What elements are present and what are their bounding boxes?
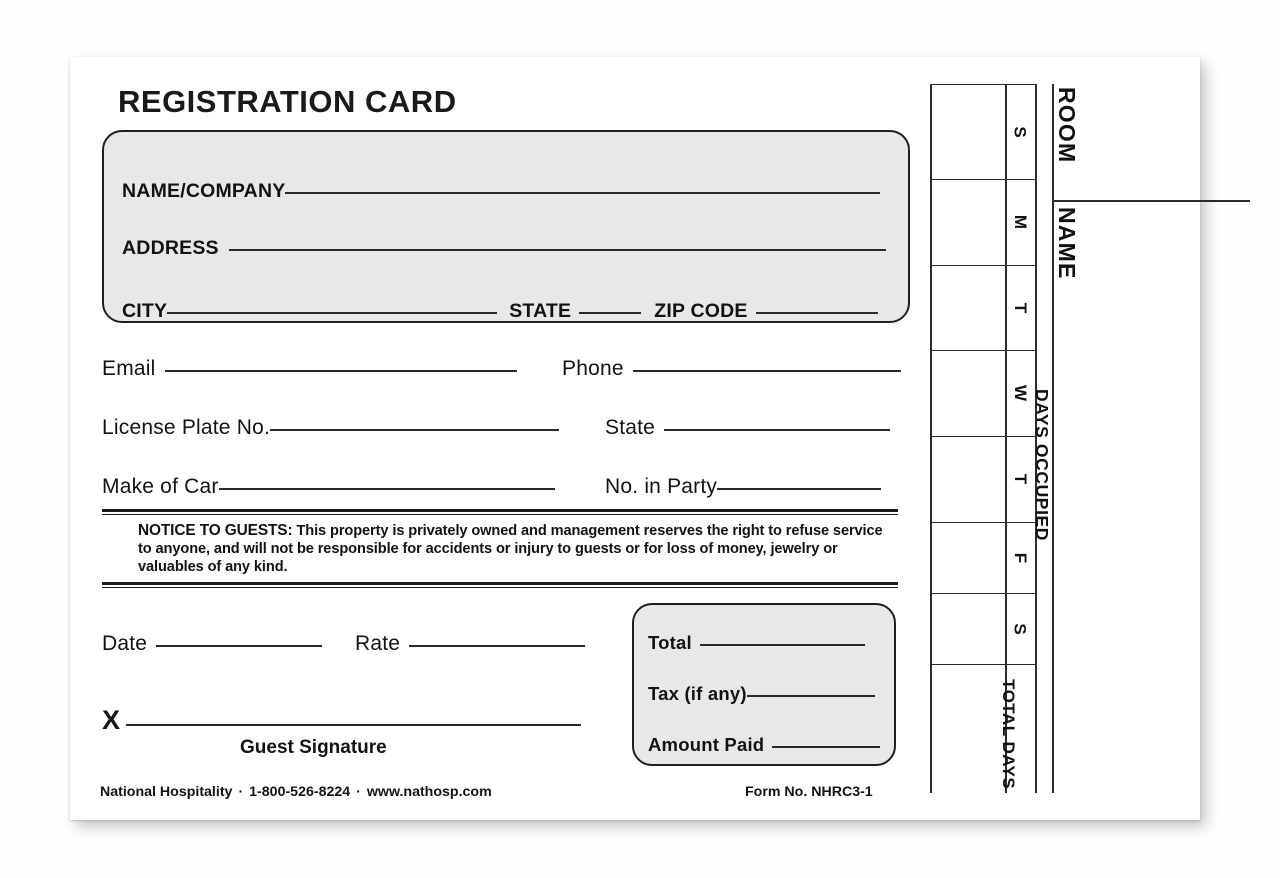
notice-top-divider <box>102 509 898 515</box>
license-plate-input-rule[interactable] <box>270 429 559 431</box>
day-letter: S <box>1011 125 1030 138</box>
phone-field[interactable] <box>562 357 901 381</box>
address-input-rule[interactable] <box>229 249 886 251</box>
total-days-label: TOTAL DAYS <box>999 679 1018 790</box>
stub-rule-left <box>930 84 932 793</box>
phone-label: Phone <box>562 357 624 380</box>
license-plate-label: License Plate No. <box>102 416 270 439</box>
stub-name-label: NAME <box>1054 207 1080 280</box>
vehicle-state-field[interactable] <box>605 416 890 440</box>
signature-x-mark: X <box>102 705 121 735</box>
day-letter: M <box>1010 214 1030 230</box>
day-cell-monday[interactable] <box>1005 179 1035 265</box>
address-label: ADDRESS <box>122 237 219 259</box>
amount-paid-input-rule[interactable] <box>772 746 880 748</box>
zip-code-label: ZIP CODE <box>654 300 748 322</box>
rate-field[interactable] <box>355 632 585 656</box>
notice-lead-label: NOTICE TO GUESTS: <box>138 522 293 539</box>
phone-input-rule[interactable] <box>633 370 901 372</box>
notice-to-guests-block <box>102 509 898 588</box>
total-label: Total <box>648 632 692 653</box>
day-cell-tuesday[interactable] <box>1005 265 1035 350</box>
footer-company-info <box>100 784 492 800</box>
guest-signature-caption: Guest Signature <box>240 737 387 758</box>
page-title: REGISTRATION CARD <box>118 84 457 119</box>
guest-info-panel <box>102 130 910 323</box>
room-name-divider-rule <box>1054 200 1250 202</box>
footer-website: www.nathosp.com <box>366 784 492 800</box>
form-number: Form No. NHRC3-1 <box>745 784 873 800</box>
vehicle-state-label: State <box>605 416 656 439</box>
name-company-label: NAME/COMPANY <box>122 180 286 202</box>
total-input-rule[interactable] <box>700 644 865 646</box>
payment-totals-panel <box>632 603 896 766</box>
footer-phone: 1-800-526-8224 <box>249 784 351 800</box>
day-cell-sunday[interactable] <box>1005 84 1035 179</box>
registration-card <box>70 57 1200 820</box>
state-input-rule[interactable] <box>579 312 641 314</box>
footer-company-name: National Hospitality <box>100 784 233 800</box>
days-occupied-stub <box>930 57 1200 820</box>
address-field[interactable] <box>122 237 886 260</box>
amount-paid-field[interactable] <box>648 734 880 756</box>
footer-separator-2: · <box>356 784 361 800</box>
notice-text <box>102 522 898 576</box>
tax-input-rule[interactable] <box>747 695 875 697</box>
state-label: STATE <box>509 300 572 322</box>
day-cell-saturday[interactable] <box>1005 593 1035 664</box>
room-label: ROOM <box>1054 87 1080 164</box>
date-input-rule[interactable] <box>156 645 322 647</box>
tax-label: Tax (if any) <box>648 683 747 704</box>
notice-body-text: This property is privately owned and management reserves the right to refuse service to anyone, and will not be responsible for accidents or injury to guests or for loss of money, jewelry or valuables of any kind. <box>138 523 883 575</box>
day-letter: T <box>1010 473 1030 485</box>
day-letter: T <box>1010 302 1030 313</box>
city-label: CITY <box>122 300 168 322</box>
make-of-car-input-rule[interactable] <box>219 488 555 490</box>
footer-separator-1: · <box>238 784 244 800</box>
license-plate-field[interactable] <box>102 416 559 440</box>
guest-signature-field[interactable] <box>102 705 581 736</box>
name-company-input-rule[interactable] <box>285 192 880 194</box>
email-label: Email <box>102 357 156 380</box>
make-of-car-field[interactable] <box>102 475 555 499</box>
make-of-car-label: Make of Car <box>102 475 219 498</box>
days-occupied-label: DAYS OCCUPIED <box>1032 389 1052 542</box>
form-area <box>70 57 930 820</box>
rate-input-rule[interactable] <box>409 645 585 647</box>
day-letter: W <box>1010 384 1030 402</box>
email-field[interactable] <box>102 357 517 381</box>
total-field[interactable] <box>648 632 865 654</box>
zip-code-input-rule[interactable] <box>756 312 878 314</box>
stub-rule-far <box>1052 84 1054 793</box>
rate-label: Rate <box>355 632 401 655</box>
no-in-party-input-rule[interactable] <box>717 488 881 490</box>
day-letter: S <box>1011 622 1030 635</box>
notice-bottom-divider <box>102 582 898 588</box>
date-field[interactable] <box>102 632 322 656</box>
city-input-rule[interactable] <box>167 312 497 314</box>
day-letter: F <box>1010 552 1030 563</box>
guest-signature-input-rule[interactable] <box>126 724 581 726</box>
vehicle-state-input-rule[interactable] <box>664 429 890 431</box>
tax-field[interactable] <box>648 683 875 705</box>
no-in-party-field[interactable] <box>605 475 881 499</box>
city-state-zip-field[interactable] <box>122 300 878 323</box>
email-input-rule[interactable] <box>165 370 517 372</box>
stub-grid-line <box>930 664 1035 665</box>
amount-paid-label: Amount Paid <box>648 734 765 755</box>
date-label: Date <box>102 632 148 655</box>
name-company-field[interactable] <box>122 180 880 203</box>
no-in-party-label: No. in Party <box>605 475 718 498</box>
